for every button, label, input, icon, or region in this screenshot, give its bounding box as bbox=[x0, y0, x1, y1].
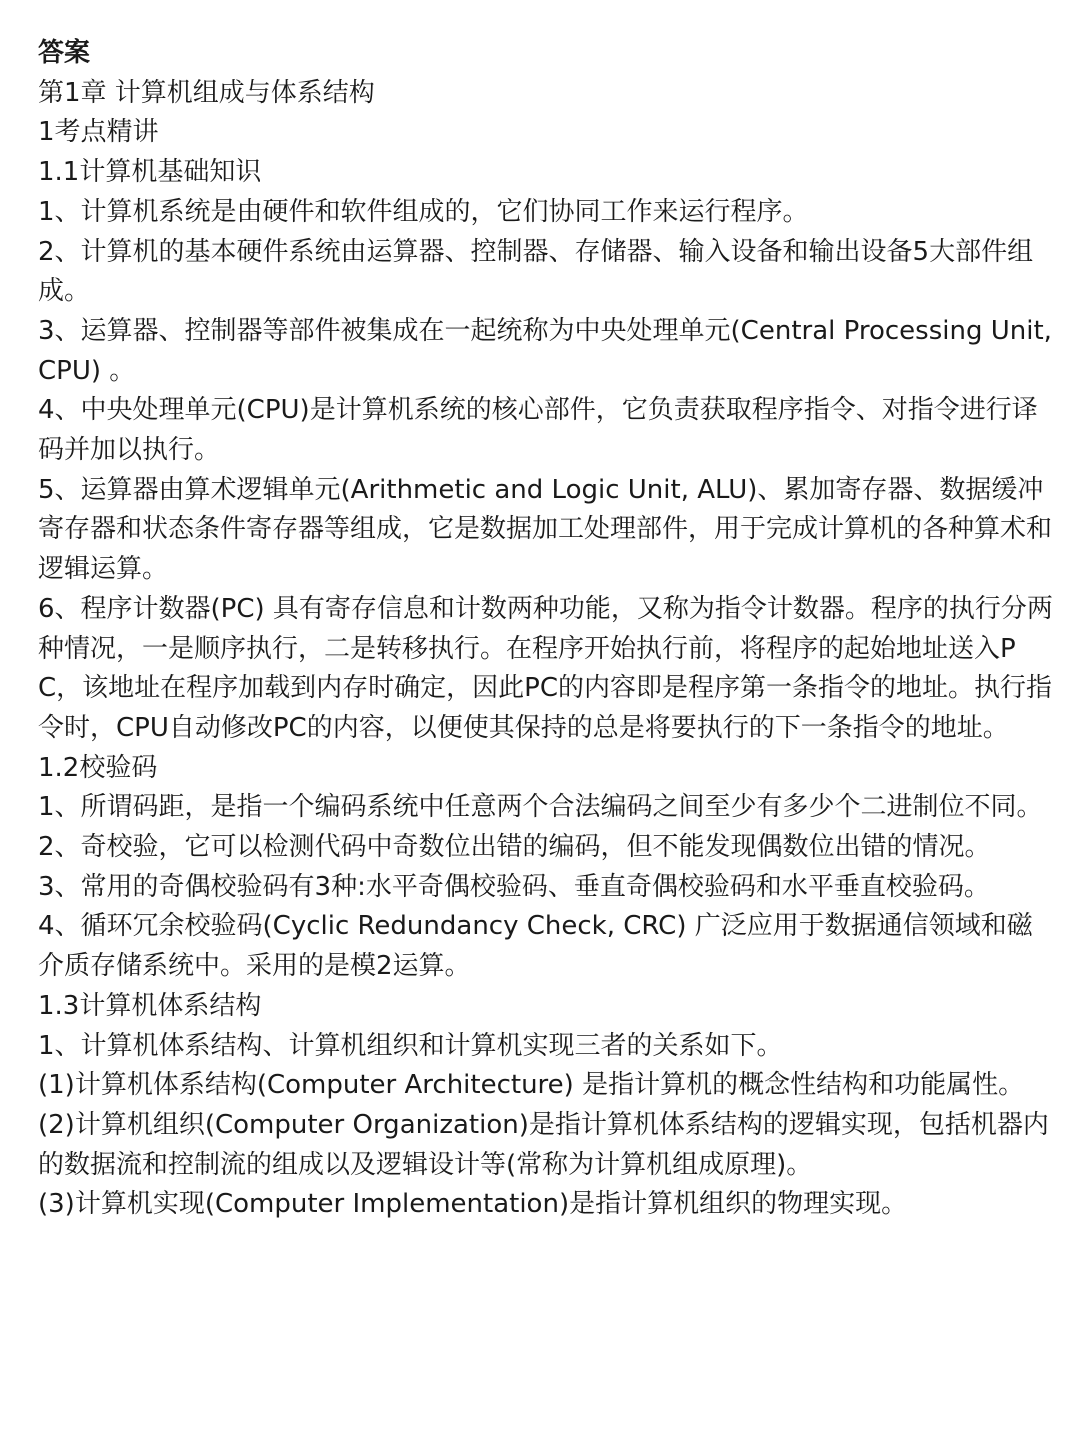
paragraph-1-2-3: 3、常用的奇偶校验码有3种:水平奇偶校验码、垂直奇偶校验码和水平垂直校验码。 bbox=[38, 871, 990, 902]
paragraph-1-1-6: 6、程序计数器(PC) 具有寄存信息和计数两种功能，又称为指令计数器。程序的执行分两种情况，一是顺序执行，二是转移执行。在程序开始执行前，将程序的起始地址送入PC，该地址在程序加载到内存时确定，因此PC的内容即是程序第一条指令的地址。执行指令时，CPU自动修改PC的内容，以便使其保持的总是将要执行的下一条指令的地址。 bbox=[38, 593, 1053, 743]
paragraph-1-1-1: 1、计算机系统是由硬件和软件组成的，它们协同工作来运行程序。 bbox=[38, 196, 809, 227]
paragraph-1-1-2: 2、计算机的基本硬件系统由运算器、控制器、存储器、输入设备和输出设备5大部件组成。 bbox=[38, 236, 1034, 307]
chapter-title: 第1章 计算机组成与体系结构 bbox=[38, 77, 375, 108]
document-header: 答案 bbox=[38, 38, 91, 68]
section-title: 1考点精讲 bbox=[38, 117, 159, 148]
paragraph-1-3-1: 1、计算机体系结构、计算机组织和计算机实现三者的关系如下。 bbox=[38, 1030, 783, 1061]
subsection-heading-1-3: 1.3计算机体系结构 bbox=[38, 990, 262, 1021]
paragraph-1-1-3: 3、运算器、控制器等部件被集成在一起统称为中央处理单元(Central Processing Unit, CPU) 。 bbox=[38, 315, 1052, 386]
paragraph-1-1-5: 5、运算器由算术逻辑单元(Arithmetic and Logic Unit, ALU)、累加寄存器、数据缓冲寄存器和状态条件寄存器等组成，它是数据加工处理部件，用于完成计算机的各种算术和逻辑运算。 bbox=[38, 474, 1053, 585]
paragraph-1-3-4: (3)计算机实现(Computer Implementation)是指计算机组织的物理实现。 bbox=[38, 1189, 908, 1220]
paragraph-1-2-4: 4、循环冗余校验码(Cyclic Redundancy Check, CRC) 广泛应用于数据通信领域和磁介质存储系统中。采用的是模2运算。 bbox=[38, 911, 1033, 982]
paragraph-1-1-4: 4、中央处理单元(CPU)是计算机系统的核心部件，它负责获取程序指令、对指令进行译码并加以执行。 bbox=[38, 395, 1038, 466]
subsection-heading-1-2: 1.2校验码 bbox=[38, 752, 158, 783]
paragraph-1-3-3: (2)计算机组织(Computer Organization)是指计算机体系结构的逻辑实现，包括机器内的数据流和控制流的组成以及逻辑设计等(常称为计算机组成原理)。 bbox=[38, 1109, 1049, 1180]
paragraph-1-2-1: 1、所谓码距，是指一个编码系统中任意两个合法编码之间至少有多少个二进制位不同。 bbox=[38, 792, 1043, 823]
subsection-heading-1-1: 1.1计算机基础知识 bbox=[38, 157, 262, 188]
paragraph-1-3-2: (1)计算机体系结构(Computer Architecture) 是指计算机的概念性结构和功能属性。 bbox=[38, 1070, 1025, 1101]
document-page bbox=[38, 34, 1054, 1225]
paragraph-1-2-2: 2、奇校验，它可以检测代码中奇数位出错的编码，但不能发现偶数位出错的情况。 bbox=[38, 832, 991, 863]
